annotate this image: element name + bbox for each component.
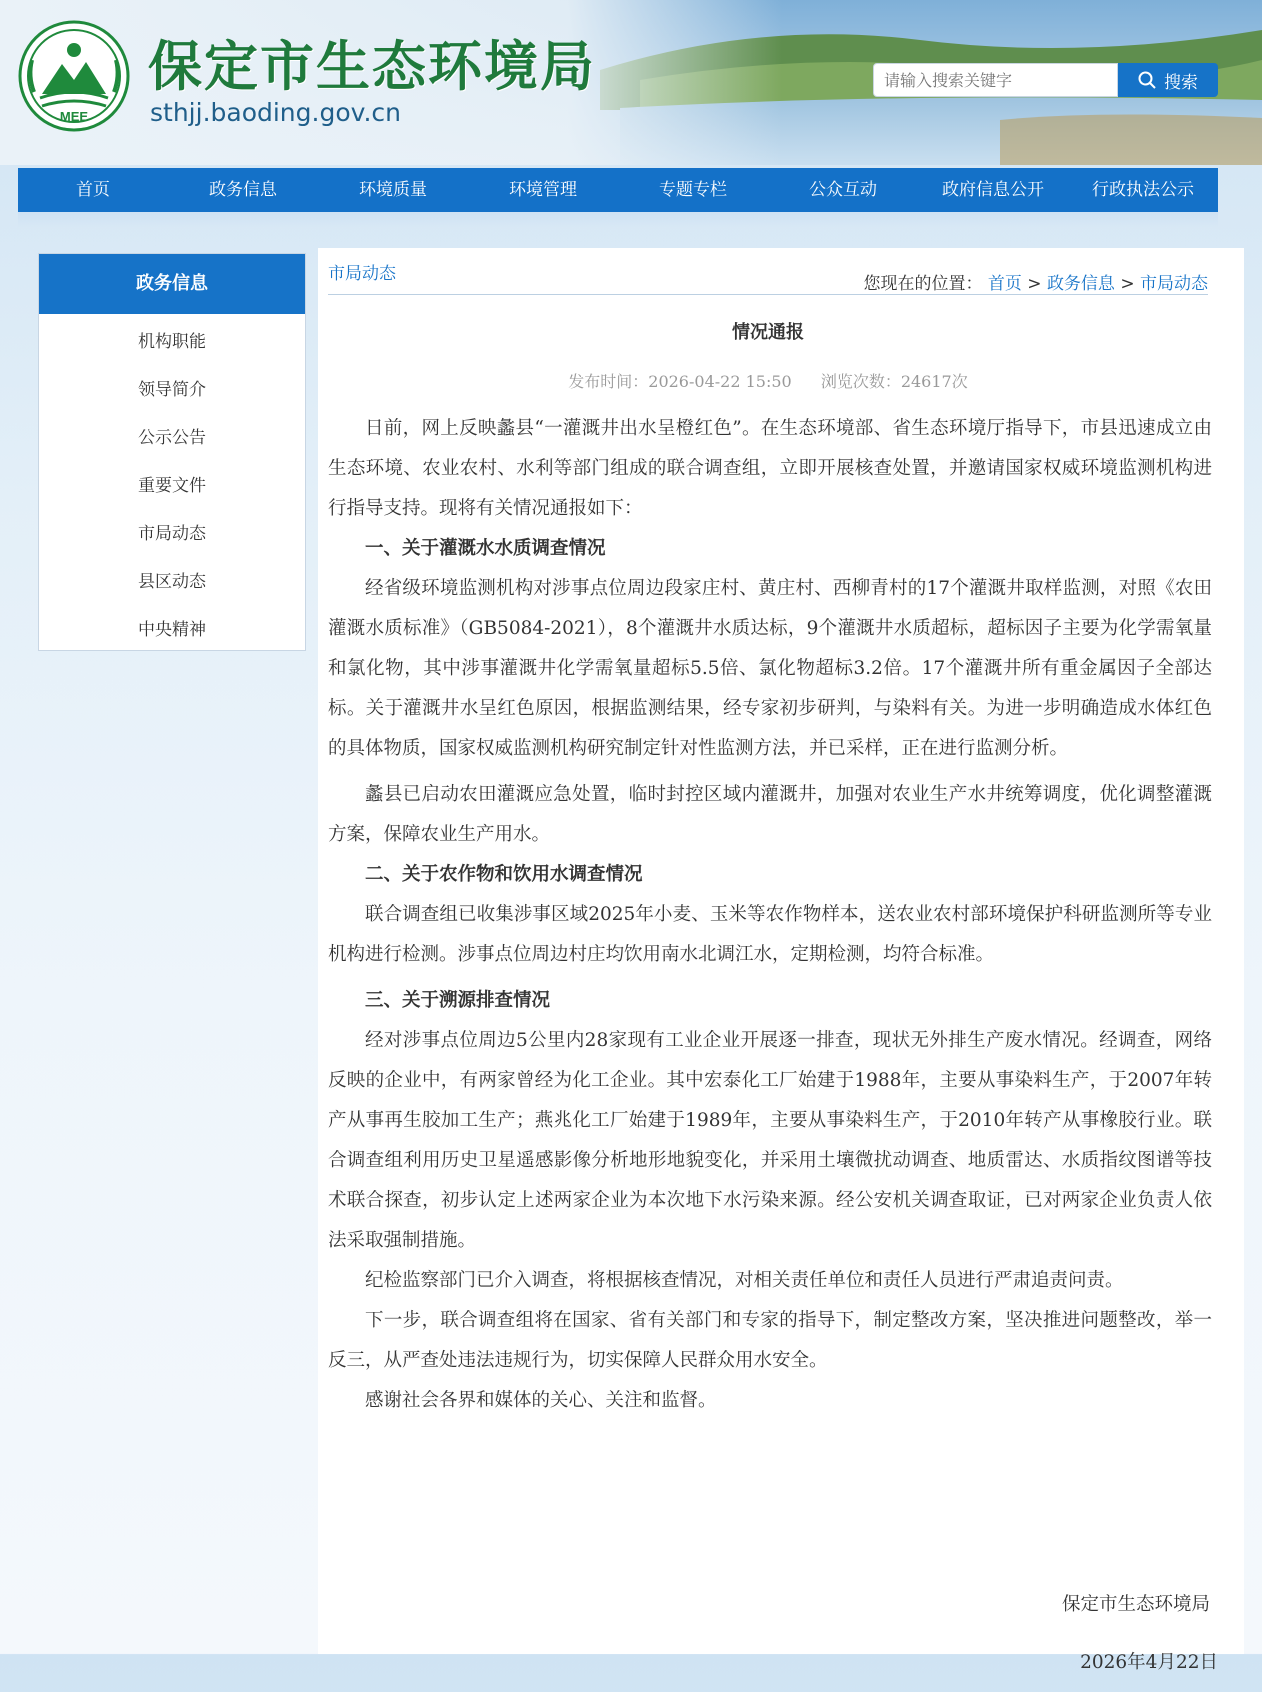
article-title: 情况通报	[732, 322, 804, 343]
sidebar	[38, 253, 306, 651]
breadcrumb-home[interactable]: 首页	[987, 274, 1022, 294]
search-input[interactable]	[873, 63, 1118, 97]
publish-time: 发布时间：2026-04-22 15:50	[568, 372, 792, 391]
article-panel	[318, 248, 1244, 1673]
paragraph: 下一步，联合调查组将在国家、省有关部门和专家的指导下，制定整改方案，坚决推进问题整改，举一反三，从严查处违法违规行为，切实保障人民群众用水安全。	[328, 1310, 1212, 1371]
breadcrumb-bureau-news[interactable]: 市局动态	[1140, 274, 1208, 294]
nav-item-public-interaction[interactable]: 公众互动	[809, 180, 877, 200]
signature-date: 2026年4月22日	[1080, 1652, 1218, 1673]
section-heading: 三、关于溯源排查情况	[365, 990, 551, 1011]
paragraph: 感谢社会各界和媒体的关心、关注和监督。	[365, 1390, 717, 1411]
section-heading: 一、关于灌溉水水质调查情况	[365, 538, 606, 559]
nav-item-special-topics[interactable]: 专题专栏	[659, 180, 727, 200]
sidebar-item-central-spirit[interactable]: 中央精神	[138, 620, 206, 640]
paragraph: 经对涉事点位周边5公里内28家现有工业企业开展逐一排查，现状无外排生产废水情况。经调查，网络反映的企业中，有两家曾经为化工企业。其中宏泰化工厂始建于1988年，主要从事染料生产，于2007年转产从事再生胶加工生产；燕兆化工厂始建于1989年，主要从事染料生产，于2010年转产从事橡胶行业。联合调查组利用历史卫星遥感影像分析地形地貌变化，并采用土壤微扰动调查、地质雷达、水质指纹图谱等技术联合探查，初步认定上述两家企业为本次地下水污染来源。经公安机关调查取证，已对两家企业负责人依法采取强制措施。	[328, 1030, 1212, 1251]
nav-item-government-info[interactable]: 政务信息	[209, 180, 277, 200]
nav-item-home[interactable]: 首页	[76, 180, 110, 200]
site-url: sthjj.baoding.gov.cn	[150, 98, 402, 127]
paragraph: 经省级环境监测机构对涉事点位周边段家庄村、黄庄村、西柳青村的17个灌溉井取样监测，对照《农田灌溉水质标准》（GB5084-2021），8个灌溉井水质达标，9个灌溉井水质超标，超标因子主要为化学需氧量和氯化物，其中涉事灌溉井化学需氧量超标5.5倍、氯化物超标3.2倍。17个灌溉井所有重金属因子全部达标。关于灌溉井水呈红色原因，根据监测结果，经专家初步研判，与染料有关。为进一步明确造成水体红色的具体物质，国家权威监测机构研究制定针对性监测方法，并已采样，正在进行监测分析。	[328, 578, 1212, 759]
signature-org: 保定市生态环境局	[1061, 1594, 1210, 1615]
article-meta	[318, 369, 1218, 392]
nav-item-environment-management[interactable]: 环境管理	[509, 180, 577, 200]
column-title: 市局动态	[328, 264, 396, 284]
search-icon	[1138, 71, 1156, 89]
article-body	[328, 409, 1212, 1421]
sidebar-item-documents[interactable]: 重要文件	[138, 476, 206, 496]
nav-item-law-enforcement[interactable]: 行政执法公示	[1092, 180, 1194, 200]
breadcrumb	[863, 269, 1208, 294]
sidebar-item-leaders[interactable]: 领导简介	[138, 380, 206, 400]
nav-shadow	[18, 212, 1218, 228]
column-header	[328, 253, 1208, 295]
main-nav	[18, 168, 1218, 212]
paragraph: 蠡县已启动农田灌溉应急处置，临时封控区域内灌溉井，加强对农业生产水井统筹调度，优化调整灌溉方案，保障农业生产用水。	[328, 784, 1212, 845]
paragraph: 联合调查组已收集涉事区域2025年小麦、玉米等农作物样本，送农业农村部环境保护科研监测所等专业机构进行检测。涉事点位周边村庄均饮用南水北调江水，定期检测，均符合标准。	[328, 904, 1212, 965]
nav-item-info-disclosure[interactable]: 政府信息公开	[942, 180, 1044, 200]
logo-text: MEE	[59, 109, 89, 124]
search-button-label: 搜索	[1164, 72, 1198, 93]
breadcrumb-government-info[interactable]: 政务信息	[1046, 274, 1115, 294]
sidebar-item-county-news[interactable]: 县区动态	[138, 572, 206, 592]
sidebar-item-bureau-news[interactable]: 市局动态	[138, 524, 206, 544]
nav-item-environment-quality[interactable]: 环境质量	[359, 180, 427, 200]
view-count: 浏览次数：24617次	[820, 372, 968, 391]
breadcrumb-sep: >	[1021, 274, 1047, 294]
article-signature	[1061, 1576, 1218, 1692]
section-heading: 二、关于农作物和饮用水调查情况	[365, 864, 643, 885]
breadcrumb-sep: >	[1114, 274, 1140, 294]
sidebar-item-notices[interactable]: 公示公告	[138, 428, 206, 448]
paragraph: 日前，网上反映蠡县“一灌溉井出水呈橙红色”。在生态环境部、省生态环境厅指导下，市县迅速成立由生态环境、农业农村、水利等部门组成的联合调查组，立即开展核查处置，并邀请国家权威环境监测机构进行指导支持。现将有关情况通报如下：	[328, 418, 1212, 519]
paragraph: 纪检监察部门已介入调查，将根据核查情况，对相关责任单位和责任人员进行严肃追责问责。	[365, 1270, 1124, 1291]
breadcrumb-prefix: 您现在的位置：	[863, 274, 983, 294]
sidebar-list	[39, 314, 305, 654]
mee-logo	[18, 20, 130, 132]
site-header	[0, 0, 1262, 165]
search-button[interactable]	[1118, 63, 1218, 97]
site-name: 保定市生态环境局	[148, 35, 596, 98]
sidebar-title: 政务信息	[39, 254, 305, 314]
sidebar-item-functions[interactable]: 机构职能	[138, 332, 206, 352]
